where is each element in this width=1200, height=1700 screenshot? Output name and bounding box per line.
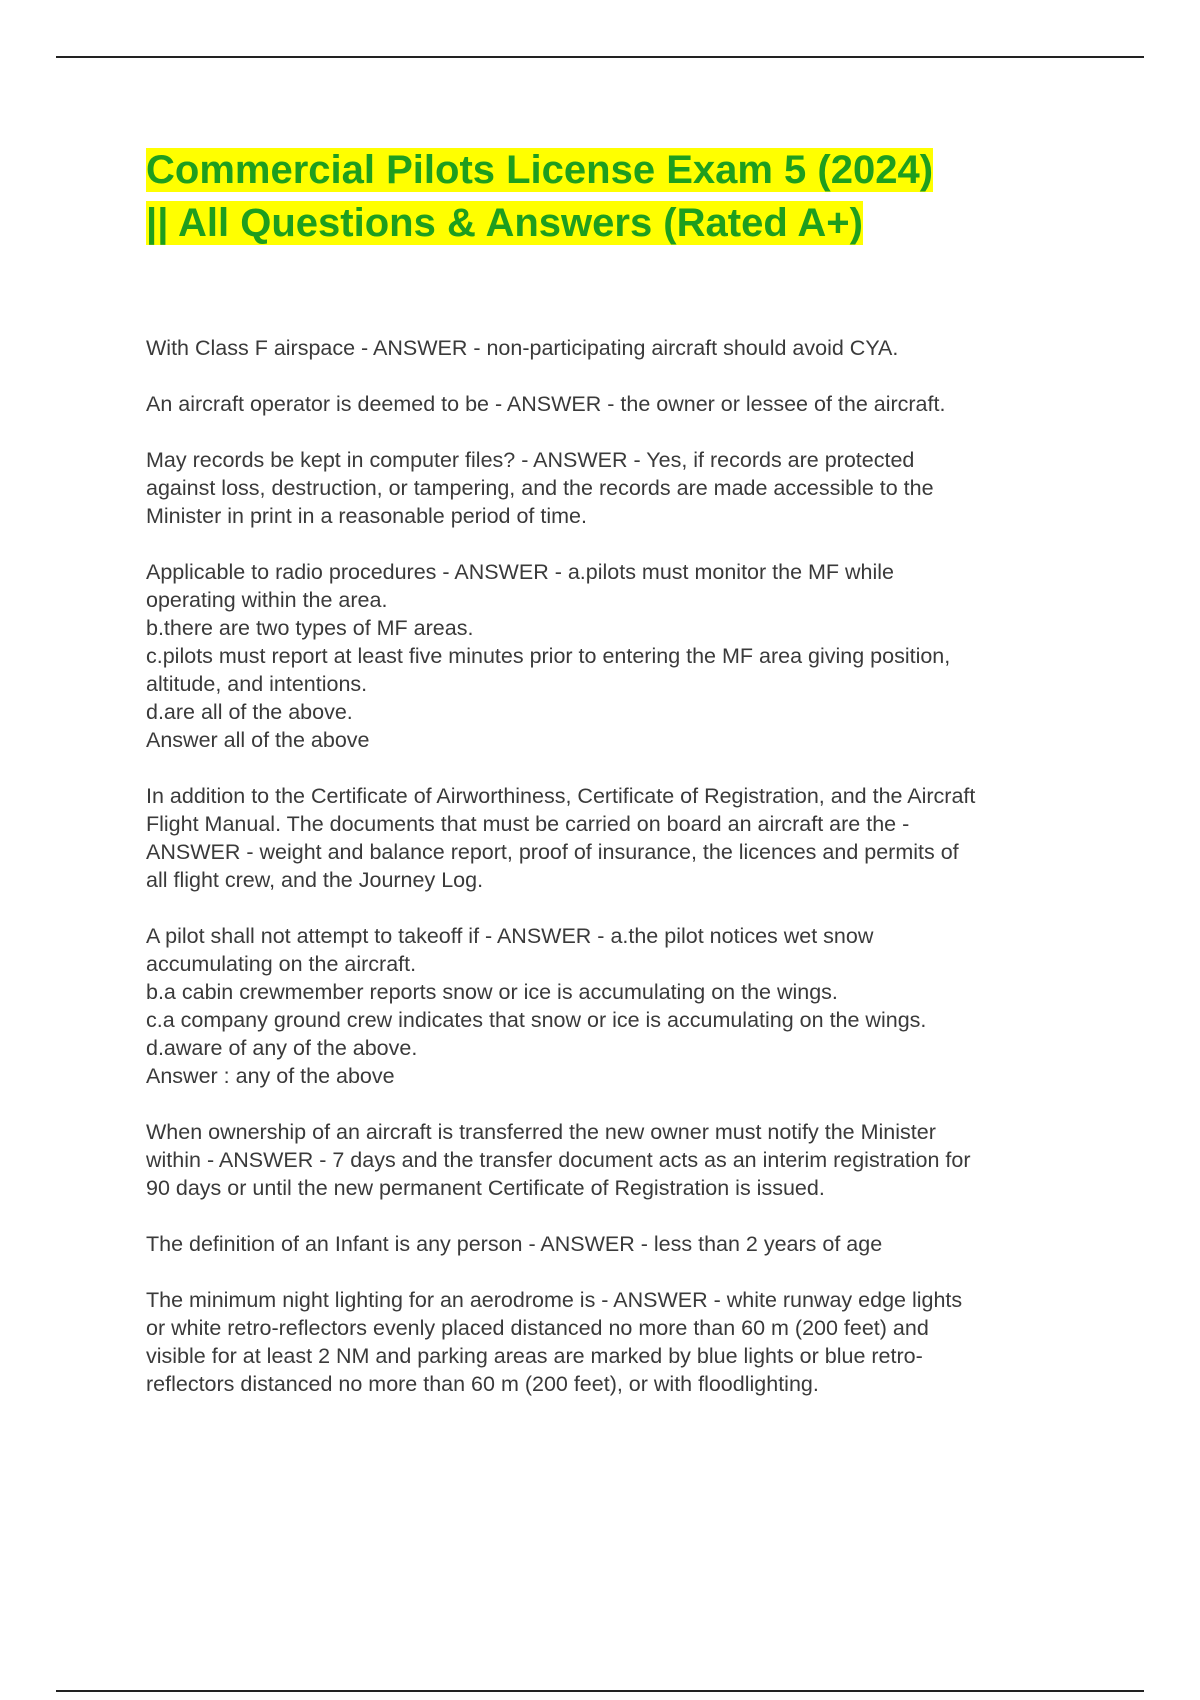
qa-list <box>146 334 1096 1426</box>
qa-item <box>146 558 1096 754</box>
qa-line: c.pilots must report at least five minutes prior to entering the MF area giving position, <box>146 644 951 668</box>
qa-item <box>146 782 1096 894</box>
qa-line: d.are all of the above. <box>146 700 353 724</box>
qa-item <box>146 446 1096 530</box>
qa-line: reflectors distanced no more than 60 m (200 feet), or with floodlighting. <box>146 1372 819 1396</box>
qa-item <box>146 1286 1096 1398</box>
top-divider <box>56 56 1144 58</box>
qa-line: An aircraft operator is deemed to be - ANSWER - the owner or lessee of the aircraft. <box>146 392 946 416</box>
qa-line: Flight Manual. The documents that must be carried on board an aircraft are the - <box>146 812 910 836</box>
qa-line: d.aware of any of the above. <box>146 1036 418 1060</box>
qa-line: A pilot shall not attempt to takeoff if - ANSWER - a.the pilot notices wet snow <box>146 924 874 948</box>
qa-line: c.a company ground crew indicates that snow or ice is accumulating on the wings. <box>146 1008 927 1032</box>
qa-item <box>146 1118 1096 1202</box>
qa-line: b.a cabin crewmember reports snow or ice is accumulating on the wings. <box>146 980 838 1004</box>
title-line: || All Questions & Answers (Rated A+) <box>146 201 863 245</box>
qa-item <box>146 334 1096 362</box>
qa-line: accumulating on the aircraft. <box>146 952 417 976</box>
qa-line: within - ANSWER - 7 days and the transfer document acts as an interim registration for <box>146 1148 971 1172</box>
qa-line: The minimum night lighting for an aerodrome is - ANSWER - white runway edge lights <box>146 1288 963 1312</box>
qa-line: against loss, destruction, or tampering, and the records are made accessible to the <box>146 476 934 500</box>
qa-line: 90 days or until the new permanent Certificate of Registration is issued. <box>146 1176 825 1200</box>
document-title <box>146 144 1086 250</box>
qa-line: Answer all of the above <box>146 728 370 752</box>
qa-line: operating within the area. <box>146 588 388 612</box>
qa-line: ANSWER - weight and balance report, proof of insurance, the licences and permits of <box>146 840 959 864</box>
qa-line: or white retro-reflectors evenly placed distanced no more than 60 m (200 feet) and <box>146 1316 929 1340</box>
qa-line: Applicable to radio procedures - ANSWER - a.pilots must monitor the MF while <box>146 560 895 584</box>
qa-item <box>146 390 1096 418</box>
qa-line: The definition of an Infant is any person - ANSWER - less than 2 years of age <box>146 1232 883 1256</box>
bottom-divider <box>56 1690 1144 1692</box>
qa-line: May records be kept in computer files? - ANSWER - Yes, if records are protected <box>146 448 915 472</box>
qa-line: altitude, and intentions. <box>146 672 368 696</box>
qa-line: Answer : any of the above <box>146 1064 395 1088</box>
qa-line: all flight crew, and the Journey Log. <box>146 868 484 892</box>
qa-line: When ownership of an aircraft is transferred the new owner must notify the Minister <box>146 1120 936 1144</box>
qa-line: b.there are two types of MF areas. <box>146 616 474 640</box>
qa-line: With Class F airspace - ANSWER - non-participating aircraft should avoid CYA. <box>146 336 899 360</box>
title-line: Commercial Pilots License Exam 5 (2024) <box>146 148 934 192</box>
qa-line: visible for at least 2 NM and parking areas are marked by blue lights or blue retro- <box>146 1344 923 1368</box>
qa-item <box>146 922 1096 1090</box>
qa-line: In addition to the Certificate of Airworthiness, Certificate of Registration, and the Aircraft <box>146 784 976 808</box>
qa-line: Minister in print in a reasonable period of time. <box>146 504 587 528</box>
qa-item <box>146 1230 1096 1258</box>
